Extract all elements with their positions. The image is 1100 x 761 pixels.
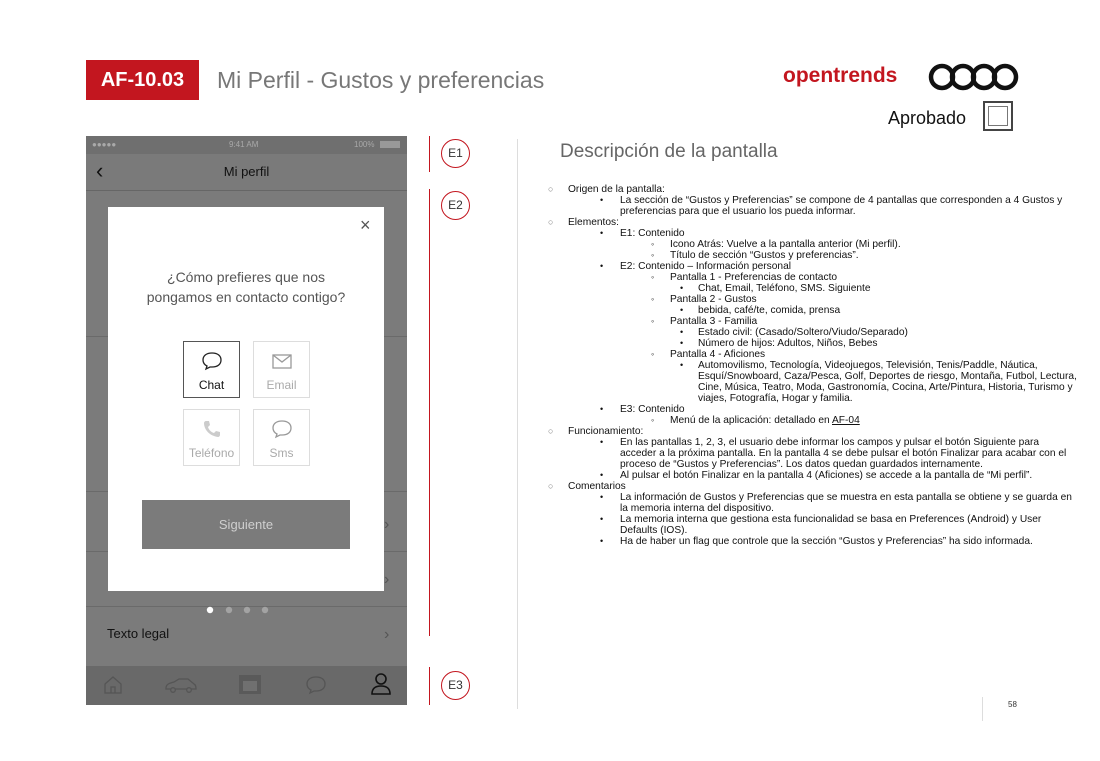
list-item: • La memoria interna que gestiona esta funcionalidad se basa en Preferences (Android) y User Defaults (IOS).: [600, 514, 1042, 536]
close-icon[interactable]: ×: [360, 215, 371, 235]
page-dot: [226, 607, 232, 613]
navigation-bar: [86, 154, 407, 191]
battery-percent: 100%: [354, 140, 375, 149]
list-item: • Número de hijos: Adultos, Niños, Bebes: [680, 338, 878, 349]
page-title: Mi Perfil - Gustos y preferencias: [217, 67, 545, 93]
chat-icon[interactable]: [304, 674, 328, 696]
profile-icon[interactable]: [370, 672, 392, 696]
car-icon[interactable]: [164, 676, 198, 694]
option-email[interactable]: [253, 341, 310, 398]
list-item: ◦ Título de sección “Gustos y preferencias”.: [651, 250, 859, 261]
marker-e2: E2: [441, 191, 470, 220]
list-item: ◦ Pantalla 2 - Gustos: [651, 294, 757, 305]
sms-bubble-icon: [271, 419, 293, 439]
list-item: ◦ Icono Atrás: Vuelve a la pantalla anterior (Mi perfil).: [651, 239, 901, 250]
battery-icon: [380, 141, 400, 148]
texto-legal-row[interactable]: Texto legal: [107, 626, 170, 641]
list-item: • Ha de haber un flag que controle que la sección “Gustos y Preferencias” ha sido informada.: [600, 536, 1033, 547]
list-item: • E2: Contenido – Información personal: [600, 261, 792, 272]
chat-bubble-icon: [201, 351, 223, 371]
phone-icon: [201, 419, 223, 439]
nav-title: Mi perfil: [223, 164, 270, 179]
marker-e1: E1: [441, 139, 470, 168]
chevron-right-icon: ›: [384, 516, 390, 533]
list-item: • Estado civil: (Casado/Soltero/Viudo/Separado): [680, 327, 908, 338]
list-item: • La información de Gustos y Preferencias que se muestra en esta pantalla se obtiene y se guarda en la memoria interna del dispositivo.: [600, 492, 1072, 514]
question-line-2: pongamos en contacto contigo?: [146, 289, 346, 305]
audi-rings-logo: [928, 62, 1020, 92]
option-label: Chat: [198, 378, 225, 392]
tab-bar: [86, 666, 407, 705]
list-item: • E1: Contenido: [600, 228, 685, 239]
list-item: • La sección de “Gustos y Preferencias” se compone de 4 pantallas que corresponden a 4 Gustos y preferencias para que el usuario los pueda informar.: [600, 195, 1063, 217]
question-line-1: ¿Cómo prefieres que nos: [167, 269, 325, 285]
option-telefono[interactable]: [183, 409, 240, 466]
modal-question: [108, 267, 384, 307]
signal-indicator: ●●●●●: [92, 140, 117, 149]
brand-logo-text: opentrends: [783, 64, 898, 87]
af-04-link[interactable]: AF-04: [832, 415, 860, 426]
list-item: ◦ Pantalla 4 - Aficiones: [651, 349, 766, 360]
marker-e3-line: [429, 667, 430, 705]
option-label: Email: [266, 378, 297, 392]
chevron-right-icon: ›: [384, 626, 390, 643]
page-indicator: [206, 606, 276, 614]
section-funcionamiento: ○ Funcionamiento:: [548, 426, 644, 437]
option-label: Sms: [269, 446, 294, 460]
list-item: ◦ Menú de la aplicación: detallado en AF-04: [651, 415, 860, 426]
marker-e2-line: [429, 189, 430, 636]
list-item: • Automovilismo, Tecnología, Videojuegos, Televisión, Tenis/Paddle, Náutica, Esquí/Snowboard, Caza/Pesca, Golf, Deportes de riesgo, Montaña, Futbol, Lectura, Cine, Música, Teatro, Moda, Gastronomía, Cocina, Arte/Pintura, Historia, Turismo y viajes, Fotografía, Hogar y familia.: [680, 360, 1077, 404]
list-item: • E3: Contenido: [600, 404, 685, 415]
description-title: Descripción de la pantalla: [560, 141, 778, 162]
marker-e3: E3: [441, 671, 470, 700]
contact-preference-modal: [108, 207, 384, 591]
section-origen: ○ Origen de la pantalla:: [548, 184, 665, 195]
page-number: 58: [1008, 700, 1017, 709]
list-item: • Al pulsar el botón Finalizar en la pantalla 4 (Aficiones) se accede a la pantalla de “Mi perfil”.: [600, 470, 1033, 481]
mail-icon: [271, 351, 293, 371]
list-item: • bebida, café/te, comida, prensa: [680, 305, 841, 316]
list-item: ◦ Pantalla 3 - Familia: [651, 316, 758, 327]
chevron-right-icon: ›: [384, 571, 390, 588]
page-dot: [262, 607, 268, 613]
list-item: • En las pantallas 1, 2, 3, el usuario debe informar los campos y pulsar el botón Siguiente para acceder a la próxima pantalla. En la pantalla 4 se debe pulsar el botón Finalizar para acabar con el proceso de “Gustos y Preferencias”. Los datos quedan guardados internamente.: [600, 437, 1067, 470]
option-chat[interactable]: [183, 341, 240, 398]
section-comentarios: ○ Comentarios: [548, 481, 626, 492]
approval-checkbox[interactable]: [983, 101, 1013, 131]
option-sms[interactable]: [253, 409, 310, 466]
column-divider: [517, 139, 518, 709]
section-elementos: ○ Elementos:: [548, 217, 619, 228]
list-item: • Chat, Email, Teléfono, SMS. Siguiente: [680, 283, 871, 294]
approval-status-label: Aprobado: [888, 108, 967, 128]
page-dot: [244, 607, 250, 613]
document-id-badge: AF-10.03: [86, 60, 199, 100]
page-number-divider: [982, 697, 983, 721]
marker-e1-line: [429, 136, 430, 172]
status-time: 9:41 AM: [229, 140, 259, 149]
option-label: Teléfono: [188, 446, 235, 460]
siguiente-button[interactable]: Siguiente: [142, 500, 350, 549]
dealer-icon[interactable]: [238, 673, 262, 695]
back-arrow-icon[interactable]: ‹: [96, 158, 104, 183]
home-icon[interactable]: [102, 674, 124, 696]
list-item: ◦ Pantalla 1 - Preferencias de contacto: [651, 272, 838, 283]
page-dot-active: [207, 607, 213, 613]
description-body: [548, 184, 1078, 547]
phone-mockup: [86, 136, 407, 705]
ios-status-bar: [86, 136, 407, 154]
